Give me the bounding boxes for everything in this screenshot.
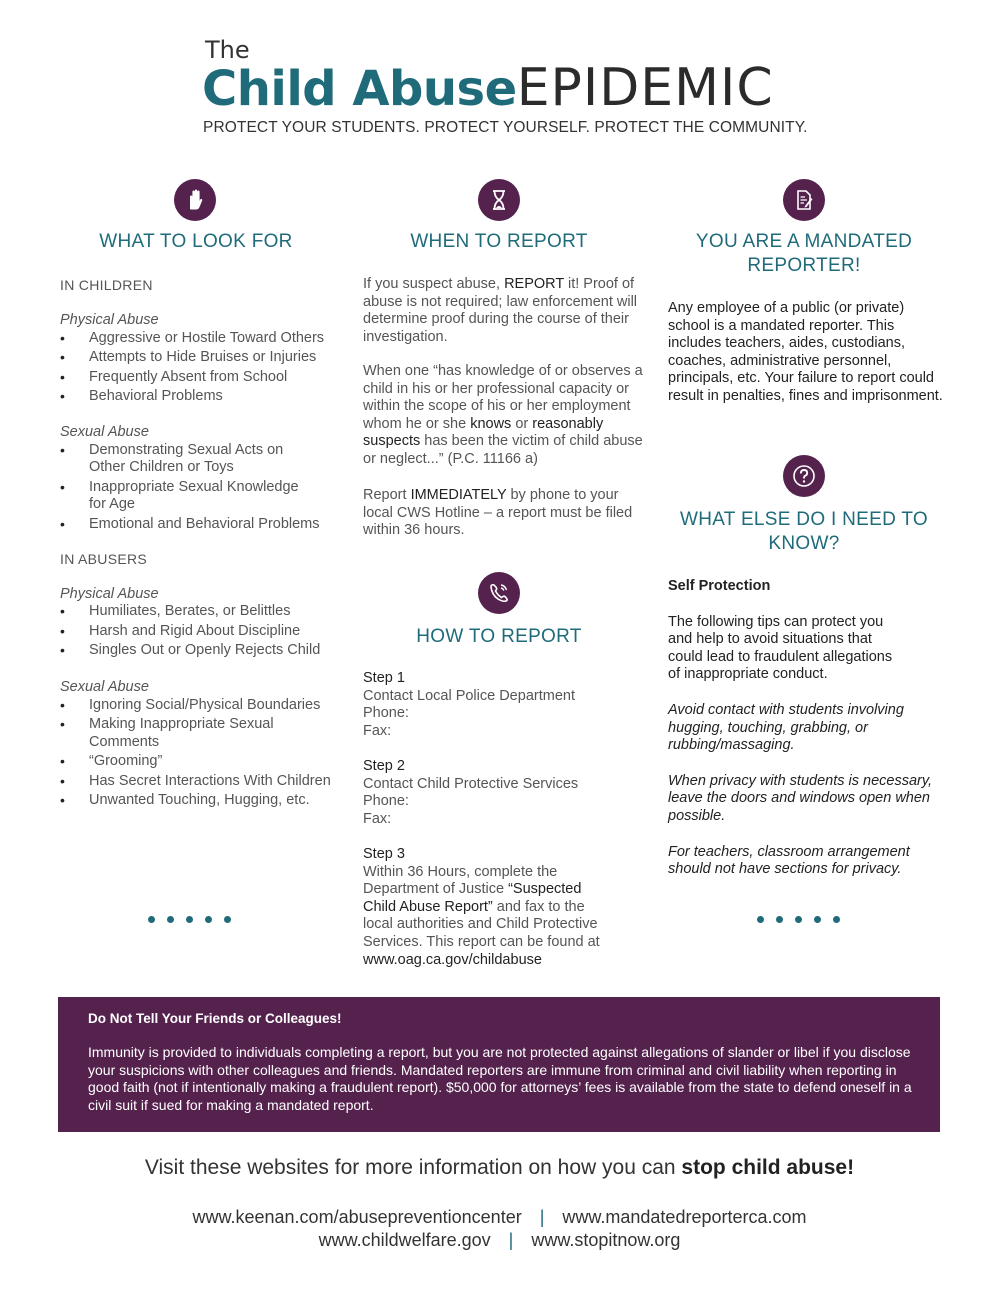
visit-text: Visit these websites for more information on how you can stop child abuse! <box>144 1156 855 1179</box>
abusers-physical-list <box>60 603 340 660</box>
list-item: • “Grooming” <box>60 753 340 771</box>
title-light: EPIDEMIC <box>516 58 774 118</box>
heading-what-else: WHAT ELSE DO I NEED TO KNOW? <box>679 509 929 554</box>
list-item: • Aggressive or Hostile Toward Others <box>60 330 340 348</box>
heading-what-to-look-for: WHAT TO LOOK FOR <box>99 231 293 252</box>
abusers-sexual-list <box>60 697 340 811</box>
link-separator: | <box>508 1230 514 1250</box>
children-sexual-list <box>60 442 340 534</box>
when-to-report-p1: If you suspect abuse, REPORT it! Proof of abuse is not required; law enforcement will determine proof during the course of their investigation. <box>363 276 638 345</box>
heading-when-to-report: WHEN TO REPORT <box>410 231 588 252</box>
heading-how-to-report: HOW TO REPORT <box>416 626 582 647</box>
hand-icon <box>174 179 216 221</box>
links-row-1 <box>0 1207 999 1228</box>
mandated-reporter-body: Any employee of a public (or private) school is a mandated reporter. This includes teachers, aides, custodians, coaches, administrative personnel, principals, etc. Your failure to report could result in penalties, fines and imprisonment. <box>668 300 943 404</box>
link-stopitnow[interactable]: www.stopitnow.org <box>531 1230 681 1250</box>
self-protection-heading: Self Protection <box>668 578 771 594</box>
list-item: • Has Secret Interactions With Children <box>60 773 340 791</box>
tip-3: For teachers, classroom arrangement should not have sections for privacy. <box>668 843 910 878</box>
children-physical-list <box>60 330 340 406</box>
self-protection-section <box>668 578 948 879</box>
list-item: • Humiliates, Berates, or Belittles <box>60 603 340 621</box>
step-1: Step 1 Contact Local Police Department Phone: Fax: <box>363 670 575 739</box>
children-sexual-label: Sexual Abuse <box>60 423 149 440</box>
tips-intro: The following tips can protect you and help to avoid situations that could lead to fraudulent allegations of inappropriate conduct. <box>668 613 893 683</box>
what-to-look-for-content <box>60 277 340 812</box>
when-to-report-p2: When one “has knowledge of or observes a child in his or her professional capacity or within the scope of his or her employment whom he or she knows or reasonably suspects has been the victim of child abuse or neglect...” (P.C. 11166 a) <box>363 363 643 467</box>
list-item: • Unwanted Touching, Hugging, etc. <box>60 792 340 810</box>
list-item: • Frequently Absent from School <box>60 369 340 387</box>
heading-mandated-reporter: YOU ARE A MANDATED REPORTER! <box>695 231 913 276</box>
list-item: • Emotional and Behavioral Problems <box>60 516 340 534</box>
phone-icon <box>478 572 520 614</box>
link-mandatedreporter[interactable]: www.mandatedreporterca.com <box>562 1207 807 1227</box>
list-item: • Demonstrating Sexual Acts on Other Children or Toys <box>60 442 299 477</box>
list-item: • Ignoring Social/Physical Boundaries <box>60 697 340 715</box>
children-physical-label: Physical Abuse <box>60 312 159 328</box>
page-title <box>202 58 774 118</box>
abusers-sexual-label: Sexual Abuse <box>60 678 149 695</box>
report-link[interactable]: www.oag.ca.gov/childabuse <box>363 951 542 968</box>
question-icon <box>783 455 825 497</box>
link-keenan[interactable]: www.keenan.com/abusepreventioncenter <box>192 1207 522 1227</box>
banner-title: Do Not Tell Your Friends or Colleagues! <box>88 1011 342 1026</box>
list-item: • Attempts to Hide Bruises or Injuries <box>60 349 340 367</box>
tip-2: When privacy with students is necessary, leave the doors and windows open when possible. <box>668 772 933 824</box>
in-abusers-heading: IN ABUSERS <box>60 550 148 567</box>
list-item: • Behavioral Problems <box>60 388 340 406</box>
list-item: • Singles Out or Openly Rejects Child <box>60 642 340 660</box>
divider-dots <box>757 916 840 923</box>
list-item: • Harsh and Rigid About Discipline <box>60 623 340 641</box>
step-2: Step 2 Contact Child Protective Services Phone: Fax: <box>363 758 579 827</box>
tip-1: Avoid contact with students involving hugging, touching, grabbing, or rubbing/massaging. <box>668 701 904 754</box>
link-separator: | <box>539 1207 545 1227</box>
divider-dots <box>148 916 231 923</box>
hourglass-icon <box>478 179 520 221</box>
step-3: Step 3 Within 36 Hours, complete the Department of Justice “Suspected Child Abuse Report” and fax to the local authorities and Child Protective Services. This report can be found at www.oag.ca.gov/childabuse <box>363 846 600 968</box>
links-row-2 <box>0 1230 999 1251</box>
list-item: • Making Inappropriate Sexual Comments <box>60 716 299 751</box>
list-item: • Inappropriate Sexual Knowledge for Age <box>60 479 309 514</box>
when-to-report-p3: Report IMMEDIATELY by phone to your local CWS Hotline – a report must be filed within 36 hours. <box>363 487 633 539</box>
in-children-heading: IN CHILDREN <box>60 277 153 293</box>
warning-banner <box>58 997 940 1132</box>
title-bold: Child Abuse <box>202 61 517 117</box>
tagline: PROTECT YOUR STUDENTS. PROTECT YOURSELF. PROTECT THE COMMUNITY. <box>203 119 808 136</box>
banner-body: Immunity is provided to individuals completing a report, but you are not protected against allegations of slander or libel if you disclose your suspicions with other colleagues and friends. Mandated reporters are immune from criminal and civil liability when reporting in good faith (not if intentionally making a fraudulent report). $50,000 for attorneys’ fees is available from the state to defend oneself in a civil suit if sued for making a mandated report. <box>88 1044 912 1113</box>
abusers-physical-label: Physical Abuse <box>60 585 159 602</box>
document-icon <box>783 179 825 221</box>
link-childwelfare[interactable]: www.childwelfare.gov <box>318 1230 491 1250</box>
title-prefix: The <box>205 36 250 64</box>
